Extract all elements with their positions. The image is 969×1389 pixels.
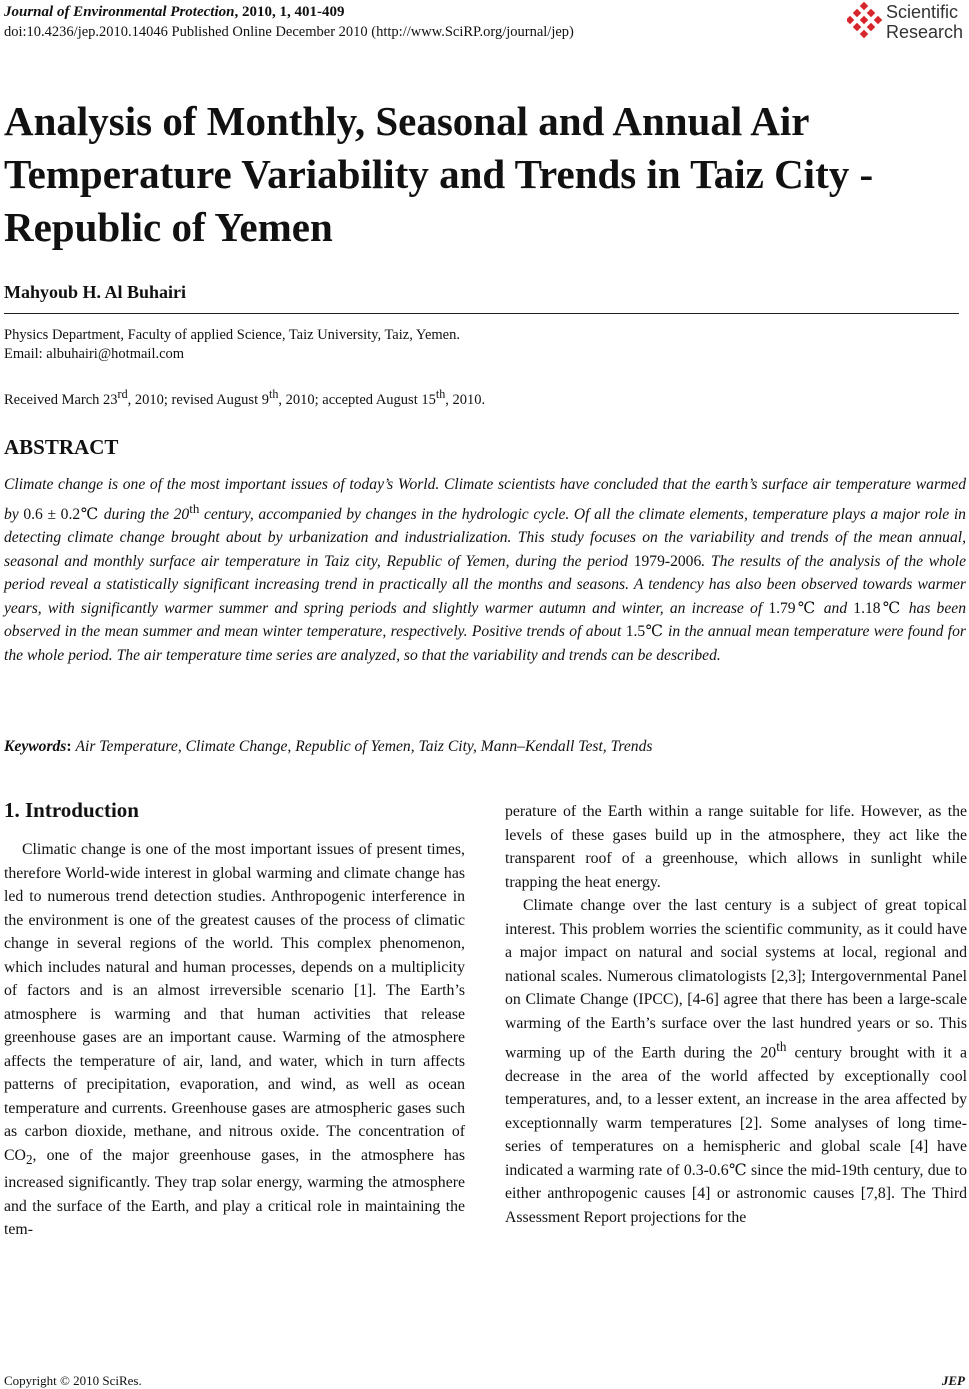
keywords-label: Keywords [4, 738, 67, 755]
logo-line-1: Scientific [886, 2, 959, 22]
accepted-date-sup: th [435, 387, 446, 401]
journal-name: Journal of Environmental Protection [4, 4, 235, 20]
received-date: Received March 23 [4, 391, 118, 408]
footer-copyright: Copyright © 2010 SciRes. [4, 1373, 142, 1388]
abstract-value: 1.79℃ [768, 599, 818, 617]
abstract-text: during the 20 [99, 505, 190, 523]
paragraph-text: , one of the major greenhouse gases, in the atmosphere has increased significantly. They trap solar energy, warming the atmosphere and the surface of the Earth, and play a critical role in maintaining the tem- [4, 1146, 465, 1239]
accepted-date: , 2010; accepted August 15 [278, 391, 436, 408]
journal-volume: , 2010, 1, 401-409 [234, 4, 345, 20]
keywords-colon: : [66, 738, 76, 755]
affiliation: Physics Department, Faculty of applied Science, Taiz University, Taiz, Yemen. [4, 327, 460, 343]
paragraph-text: Climatic change is one of the most important issues of present times, therefore World-wide interest in global warming and climate change has led to numerous trend detection studies. Anthropogenic interference in the environment is one of the greatest causes of the process of climatic change in several regions of the world. This complex phenomenon, which includes natural and human processes, depends on a multiplicity of factors and is an almost irreversible scenario [1]. The Earth’s atmosphere is warming and that human activities that release greenhouse gases are an important cause. Warming of the atmosphere affects the temperature of air, land, and water, which in turn affects patterns of precipitation, evaporation, and wind, as well as ocean temperature and currents. Greenhouse gases are atmospheric gases such as carbon dioxide, methane, and nitrous oxide. The concentration of CO [4, 841, 465, 1164]
section-heading-introduction: 1. Introduction [4, 798, 139, 822]
keywords-line [4, 738, 652, 756]
author-name: Mahyoub H. Al Buhairi [4, 282, 187, 302]
revised-date-sup: th [268, 387, 279, 401]
publisher-logo-mark-icon [847, 2, 883, 40]
abstract-text: has been observed in the mean summer and mean winter temperature, respectively. Positive trends of about [4, 599, 966, 641]
abstract-value: 0.6 ± 0.2℃ [23, 505, 100, 523]
keywords-list: Air Temperature, Climate Change, Republic of Yemen, Taiz City, Mann–Kendall Test, Trends [75, 738, 653, 755]
received-date-sup: rd [117, 387, 128, 401]
publisher-logo-text [886, 2, 963, 42]
paragraph [4, 838, 465, 1242]
journal-citation [4, 4, 344, 21]
paragraph: perature of the Earth within a range suitable for life. However, as the levels of these gases build up in the atmosphere, they act like the transparent roof of a greenhouse, which allows in sunlight while trapping the heat energy. [505, 803, 967, 891]
abstract-text: Climate change is one of the most important issues of today’s World. Climate scientists have concluded that the earth’s surface air temperature warmed by [4, 476, 966, 523]
affiliation-block [4, 326, 460, 364]
author-email: Email: albuhairi@hotmail.com [4, 346, 185, 362]
dates-end: , 2010. [445, 391, 486, 408]
superscript: th [776, 1039, 787, 1054]
title-divider [4, 313, 959, 314]
abstract-value: 1979-2006 [633, 552, 702, 570]
right-column [505, 800, 967, 1229]
abstract-text: . The results of the analysis of the whole period reveal a statistically significant increasing trend in practically all the months and seasons. A tendency has also been observed towards warmer years, with significantly warmer summer and spring periods and slightly warmer autumn and winter, an increase of [4, 552, 966, 617]
paper-title: Analysis of Monthly, Seasonal and Annual Air Temperature Variability and Trends in Taiz City - Republic of Yemen [4, 98, 874, 250]
doi-line: doi:10.4236/jep.2010.14046 Published Online December 2010 (http://www.SciRP.org/journal/jep) [4, 24, 574, 40]
abstract-heading: ABSTRACT [4, 435, 119, 459]
logo-line-2: Research [886, 22, 964, 42]
abstract-value: 1.18℃ [853, 599, 903, 617]
abstract-value: 1.5℃ [625, 623, 664, 641]
abstract-body [4, 473, 966, 667]
paragraph [505, 894, 967, 1229]
footer-journal-abbr: JEP [941, 1373, 965, 1388]
left-column [4, 838, 465, 1242]
paragraph-text: century brought with it a decrease in the area of the world affected by exceptionally cool temperatures, and, to a lesser extent, an increase in the area affected by exceptionnally warm temperatures [2]. Some analyses of long time-series of temperatures on a hemispheric and global scale [4] have indicated a warming rate of 0.3-0.6℃ since the mid-19th century, due to either anthropogenic causes [4] or astronomic causes [7,8]. The Third Assessment Report projections for the [505, 1044, 967, 1226]
revised-date: , 2010; revised August 9 [127, 391, 269, 408]
publisher-logo [847, 2, 967, 42]
abstract-text: in the annual mean temperature were found for the whole period. The air temperature time series are analyzed, so that the variability and trends can be described. [4, 623, 967, 664]
abstract-sup: th [189, 500, 200, 516]
subscript: 2 [25, 1151, 33, 1167]
abstract-text: and [817, 599, 854, 617]
abstract-text: century, accompanied by changes in the hydrologic cycle. Of all the climate elements, temperature plays a major role in detecting climate change brought about by urbanization and industrialization. This study focuses on the variability and trends of the mean annual, seasonal and monthly surface air temperature in Taiz city, Republic of Yemen, during the period [4, 505, 966, 570]
paragraph-text: Climate change over the last century is a subject of great topical interest. This problem worries the scientific community, as it could have a major impact on natural and social systems at local, regional and national scales. Numerous climatologists [2,3]; Intergovernmental Panel on Climate Change (IPCC), [4-6] agree that there has been a large-scale warming of the Earth’s surface over the last hundred years or so. This warming up of the Earth during the 20 [505, 897, 967, 1062]
submission-dates [4, 387, 485, 409]
